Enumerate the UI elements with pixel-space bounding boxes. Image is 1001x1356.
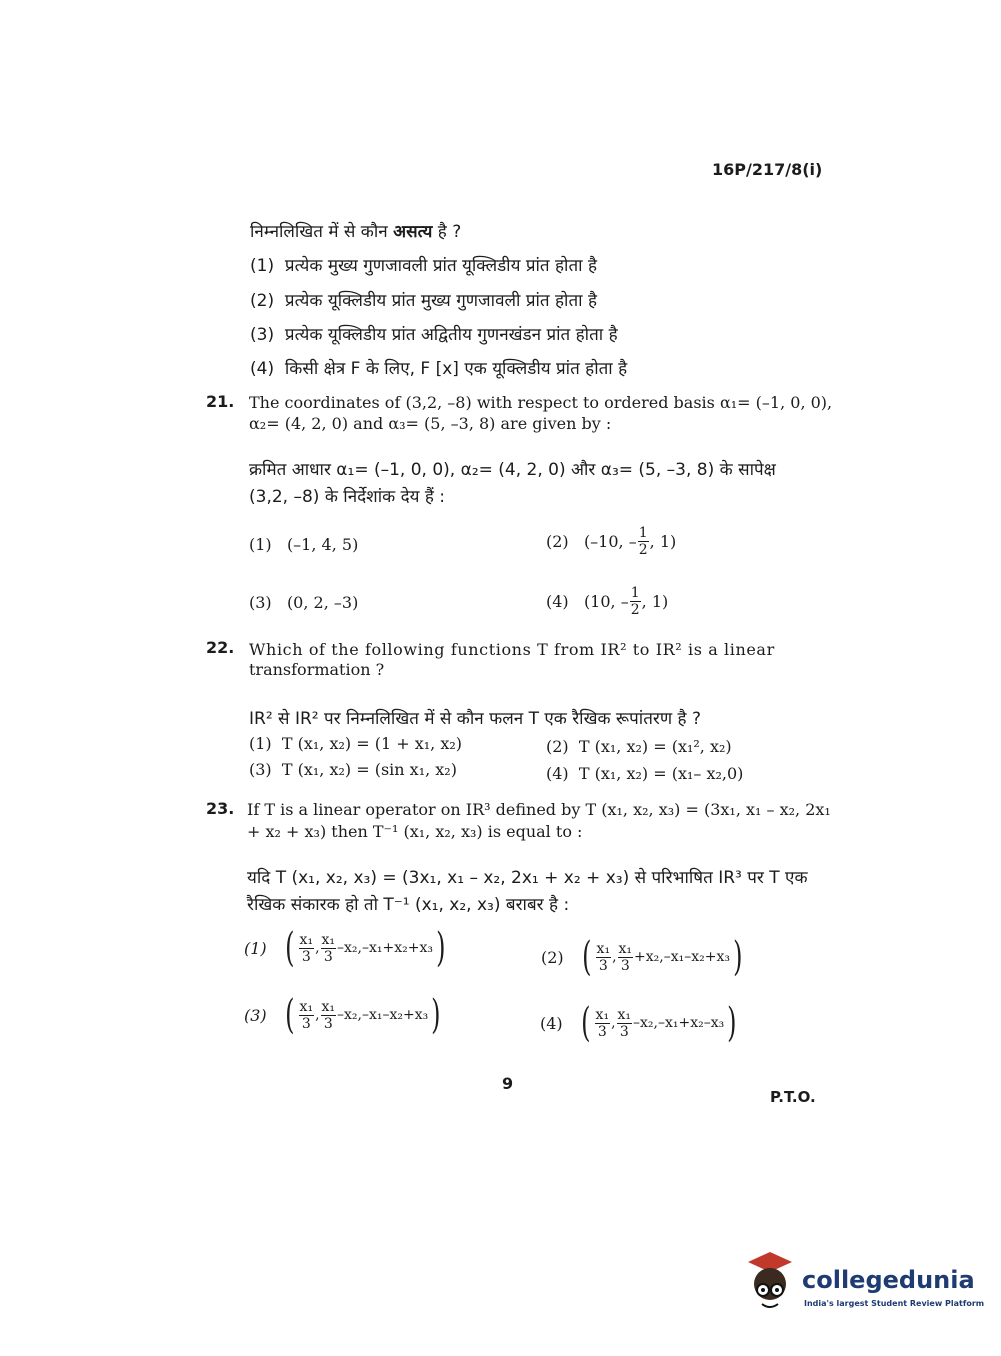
q21-en-line1: The coordinates of (3,2, –8) with respect to ordered basis α₁= (–1, 0, 0), (249, 393, 833, 412)
paper-code: 16P/217/8(i) (712, 160, 823, 179)
q20-option-3: (3) प्रत्येक यूक्लिडीय प्रांत अद्वितीय गुणनखंडन प्रांत होता है (250, 325, 618, 345)
q23-option-2: (2) ( $\frac{\text{x₁}}{3}$ , $\frac{\text{x₁}}{3}$ +x₂,–x₁–x₂+x₃ ) (541, 934, 743, 980)
q23-option-3: (3) ( $\frac{\text{x₁}}{3}$ , $\frac{\text{x₁}}{3}$ –x₂,–x₁–x₂+x₃ ) (244, 992, 441, 1038)
q21-hi-line2: (3,2, –8) के निर्देशांक देय हैं : (249, 487, 446, 507)
logo-tagline: India's largest Student Review Platform (804, 1299, 985, 1308)
q20-option-4: (4) किसी क्षेत्र F के लिए, F [x] एक यूक्लिडीय प्रांत होता है (250, 359, 628, 379)
page-number: 9 (502, 1074, 514, 1093)
q23-option-4: (4) ( $\frac{\text{x₁}}{3}$ , $\frac{\text{x₁}}{3}$ –x₂,–x₁+x₂–x₃ ) (540, 1000, 737, 1046)
q21-option-3: (3) (0, 2, –3) (249, 593, 359, 612)
q20-option-2: (2) प्रत्येक यूक्लिडीय प्रांत मुख्य गुणजावली प्रांत होता है (250, 291, 597, 311)
q22-option-2: (2) T (x₁, x₂) = (x₁², x₂) (546, 737, 732, 756)
q22-option-3: (3) T (x₁, x₂) = (sin x₁, x₂) (249, 760, 457, 779)
q20-hindi-stem: निम्नलिखित में से कौन असत्य है ? (250, 222, 462, 242)
logo-wordmark: collegedunia (802, 1266, 975, 1294)
q22-en-line1: Which of the following functions T from IR² to IR² is a linear (249, 640, 775, 659)
q22-option-4: (4) T (x₁, x₂) = (x₁– x₂,0) (546, 764, 744, 783)
q23-hi-line2: रैखिक संकारक हो तो T⁻¹ (x₁, x₂, x₃) बराबर है : (247, 895, 570, 915)
q22-en-line2: transformation ? (249, 660, 385, 679)
q21-option-4: (4) (10, – $\frac{1}{2}$ , 1) (546, 585, 669, 618)
mascot-icon (740, 1250, 800, 1312)
q22-hi-line: IR² से IR² पर निम्नलिखित में से कौन फलन T एक रैखिक रूपांतरण है ? (249, 709, 701, 729)
q23-hi-line1: यदि T (x₁, x₂, x₃) = (3x₁, x₁ – x₂, 2x₁ + x₂ + x₃) से परिभाषित IR³ पर T एक (247, 868, 808, 888)
q21-hi-line1: क्रमित आधार α₁= (–1, 0, 0), α₂= (4, 2, 0) और α₃= (5, –3, 8) के सापेक्ष (249, 460, 776, 480)
q20-option-1: (1) प्रत्येक मुख्य गुणजावली प्रांत यूक्लिडीय प्रांत होता है (250, 256, 597, 276)
q23-option-1: (1) ( $\frac{\text{x₁}}{3}$ , $\frac{\text{x₁}}{3}$ –x₂,–x₁+x₂+x₃ ) (244, 925, 446, 971)
pto-label: P.T.O. (770, 1088, 816, 1106)
q23-number: 23. (206, 799, 235, 818)
q22-option-1: (1) T (x₁, x₂) = (1 + x₁, x₂) (249, 734, 462, 753)
q21-option-2: (2) (–10, – $\frac{1}{2}$ , 1) (546, 525, 677, 558)
collegedunia-logo (740, 1250, 985, 1320)
q23-en-line1: If T is a linear operator on IR³ defined by T (x₁, x₂, x₃) = (3x₁, x₁ – x₂, 2x₁ (247, 800, 831, 819)
q21-number: 21. (206, 392, 235, 411)
q23-en-line2: + x₂ + x₃) then T⁻¹ (x₁, x₂, x₃) is equal to : (247, 822, 583, 841)
q21-option-1: (1) (–1, 4, 5) (249, 535, 359, 554)
q22-number: 22. (206, 638, 235, 657)
q21-en-line2: α₂= (4, 2, 0) and α₃= (5, –3, 8) are given by : (249, 414, 612, 433)
